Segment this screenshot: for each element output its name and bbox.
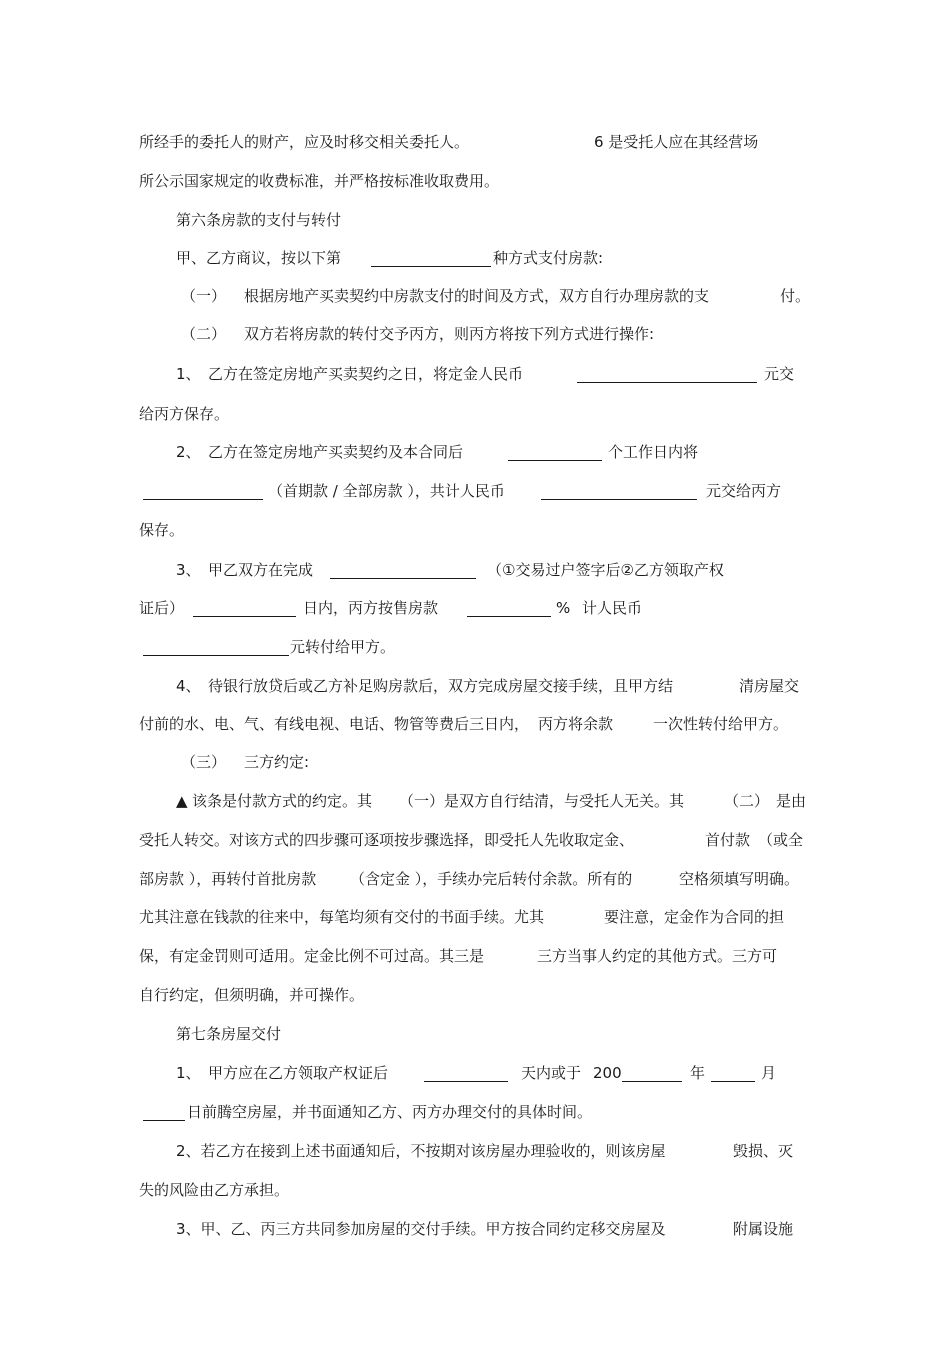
paragraph-text: 甲、乙方商议，按以下第 <box>176 249 342 267</box>
paragraph-text: 日内，丙方按售房款 <box>303 599 439 617</box>
fill-in-blank[interactable] <box>143 1120 185 1121</box>
fill-in-blank[interactable] <box>622 1081 682 1082</box>
paragraph-text: 所经手的委托人的财产，应及时移交相关委托人。 <box>139 133 470 151</box>
item-number: 1、 <box>176 365 201 383</box>
note-text: 空格须填写明确。 <box>679 870 800 888</box>
note-text: 该条是付款方式的约定。其 <box>192 792 373 810</box>
note-text: （一）是双方自行结清，与受托人无关。其 <box>399 792 685 810</box>
note-text: 要注意，定金作为合同的担 <box>604 908 785 926</box>
paragraph-text: 三方约定: <box>244 753 310 771</box>
paragraph-text: 2、若乙方在接到上述书面通知后，不按期对该房屋办理验收的，则该房屋 <box>176 1142 666 1160</box>
item-number: （三） <box>181 753 227 771</box>
item-number: 2、 <box>176 443 201 461</box>
paragraph-text: 根据房地产买卖契约中房款支付的时间及方式，双方自行办理房款的支 <box>244 287 710 305</box>
paragraph-text: 种方式支付房款: <box>493 249 604 267</box>
fill-in-blank[interactable] <box>577 382 757 383</box>
item-number: （一） <box>181 287 227 305</box>
note-text: 部房款 ），再转付首批房款 <box>139 870 317 888</box>
paragraph-text: 乙方在签定房地产买卖契约及本合同后 <box>208 443 464 461</box>
note-text: 尤其注意在钱款的往来中，每笔均须有交付的书面手续。尤其 <box>139 908 545 926</box>
paragraph-text: 给丙方保存。 <box>139 405 230 423</box>
paragraph-text: 付。 <box>780 287 811 305</box>
note-text: 首付款 <box>705 831 751 849</box>
article-6-heading: 第六条房款的支付与转付 <box>176 211 342 229</box>
note-text: （或全 <box>758 831 804 849</box>
paragraph-text: 丙方将余款 <box>538 715 614 733</box>
paragraph-text: 月 <box>761 1064 777 1082</box>
paragraph-text: 双方若将房款的转付交予丙方，则丙方将按下列方式进行操作: <box>244 325 655 343</box>
paragraph-text: 失的风险由乙方承担。 <box>139 1181 290 1199</box>
item-number: 1、 <box>176 1064 201 1082</box>
paragraph-text: 清房屋交 <box>739 677 800 695</box>
paragraph-text: 甲方应在乙方领取产权证后 <box>208 1064 389 1082</box>
article-7-heading: 第七条房屋交付 <box>176 1025 282 1043</box>
triangle-bullet-icon: ▲ <box>176 792 188 810</box>
paragraph-text: 3、甲、乙、丙三方共同参加房屋的交付手续。甲方按合同约定移交房屋及 <box>176 1220 666 1238</box>
paragraph-text: 一次性转付给甲方。 <box>653 715 789 733</box>
paragraph-text: 日前腾空房屋，并书面通知乙方、丙方办理交付的具体时间。 <box>187 1103 593 1121</box>
note-text: （二） <box>724 792 770 810</box>
paragraph-text: 元转付给甲方。 <box>290 638 396 656</box>
note-text: 三方当事人约定的其他方式。三方可 <box>537 947 778 965</box>
paragraph-text: 计人民币 <box>582 599 643 617</box>
fill-in-blank[interactable] <box>508 460 602 461</box>
note-text: 是由 <box>776 792 807 810</box>
fill-in-blank[interactable] <box>541 499 697 500</box>
paragraph-text: （①交易过户签字后②乙方领取产权 <box>487 561 724 579</box>
fill-in-blank[interactable] <box>424 1081 508 1082</box>
paragraph-text: 待银行放贷后或乙方补足购房款后，双方完成房屋交接手续，且甲方结 <box>208 677 674 695</box>
item-number: （二） <box>181 325 227 343</box>
paragraph-text: 天内或于 <box>521 1064 582 1082</box>
paragraph-text: 6 是受托人应在其经营场 <box>594 133 759 151</box>
paragraph-text: 元交给丙方 <box>706 482 782 500</box>
note-text: （含定金 ），手续办完后转付余款。所有的 <box>350 870 633 888</box>
paragraph-text: 证后） <box>139 599 185 617</box>
fill-in-blank[interactable] <box>193 616 296 617</box>
paragraph-text: 乙方在签定房地产买卖契约之日，将定金人民币 <box>208 365 524 383</box>
paragraph-text: 付前的水、电、气、有线电视、电话、物管等费后三日内， <box>139 715 530 733</box>
item-number: 4、 <box>176 677 201 695</box>
fill-in-blank[interactable] <box>330 578 476 579</box>
item-number: 3、 <box>176 561 201 579</box>
paragraph-text: 元交 <box>764 365 795 383</box>
year-prefix: 200 <box>593 1064 622 1082</box>
paragraph-text: 所公示国家规定的收费标准，并严格按标准收取费用。 <box>139 172 500 190</box>
paragraph-text: 保存。 <box>139 521 185 539</box>
note-text: 保，有定金罚则可适用。定金比例不可过高。其三是 <box>139 947 485 965</box>
paragraph-text: （首期款 / 全部房款 ），共计人民币 <box>268 482 505 500</box>
paragraph-text: 年 <box>690 1064 706 1082</box>
percent-sign: % <box>556 599 571 617</box>
note-text: 受托人转交。对该方式的四步骤可逐项按步骤选择，即受托人先收取定金、 <box>139 831 635 849</box>
fill-in-blank[interactable] <box>143 655 289 656</box>
fill-in-blank[interactable] <box>143 499 263 500</box>
fill-in-blank[interactable] <box>711 1081 755 1082</box>
fill-in-blank[interactable] <box>467 616 551 617</box>
fill-in-blank[interactable] <box>371 266 491 267</box>
paragraph-text: 甲乙双方在完成 <box>208 561 314 579</box>
paragraph-text: 个工作日内将 <box>608 443 699 461</box>
paragraph-text: 附属设施 <box>733 1220 794 1238</box>
paragraph-text: 毁损、灭 <box>733 1142 794 1160</box>
note-text: 自行约定，但须明确，并可操作。 <box>139 986 365 1004</box>
